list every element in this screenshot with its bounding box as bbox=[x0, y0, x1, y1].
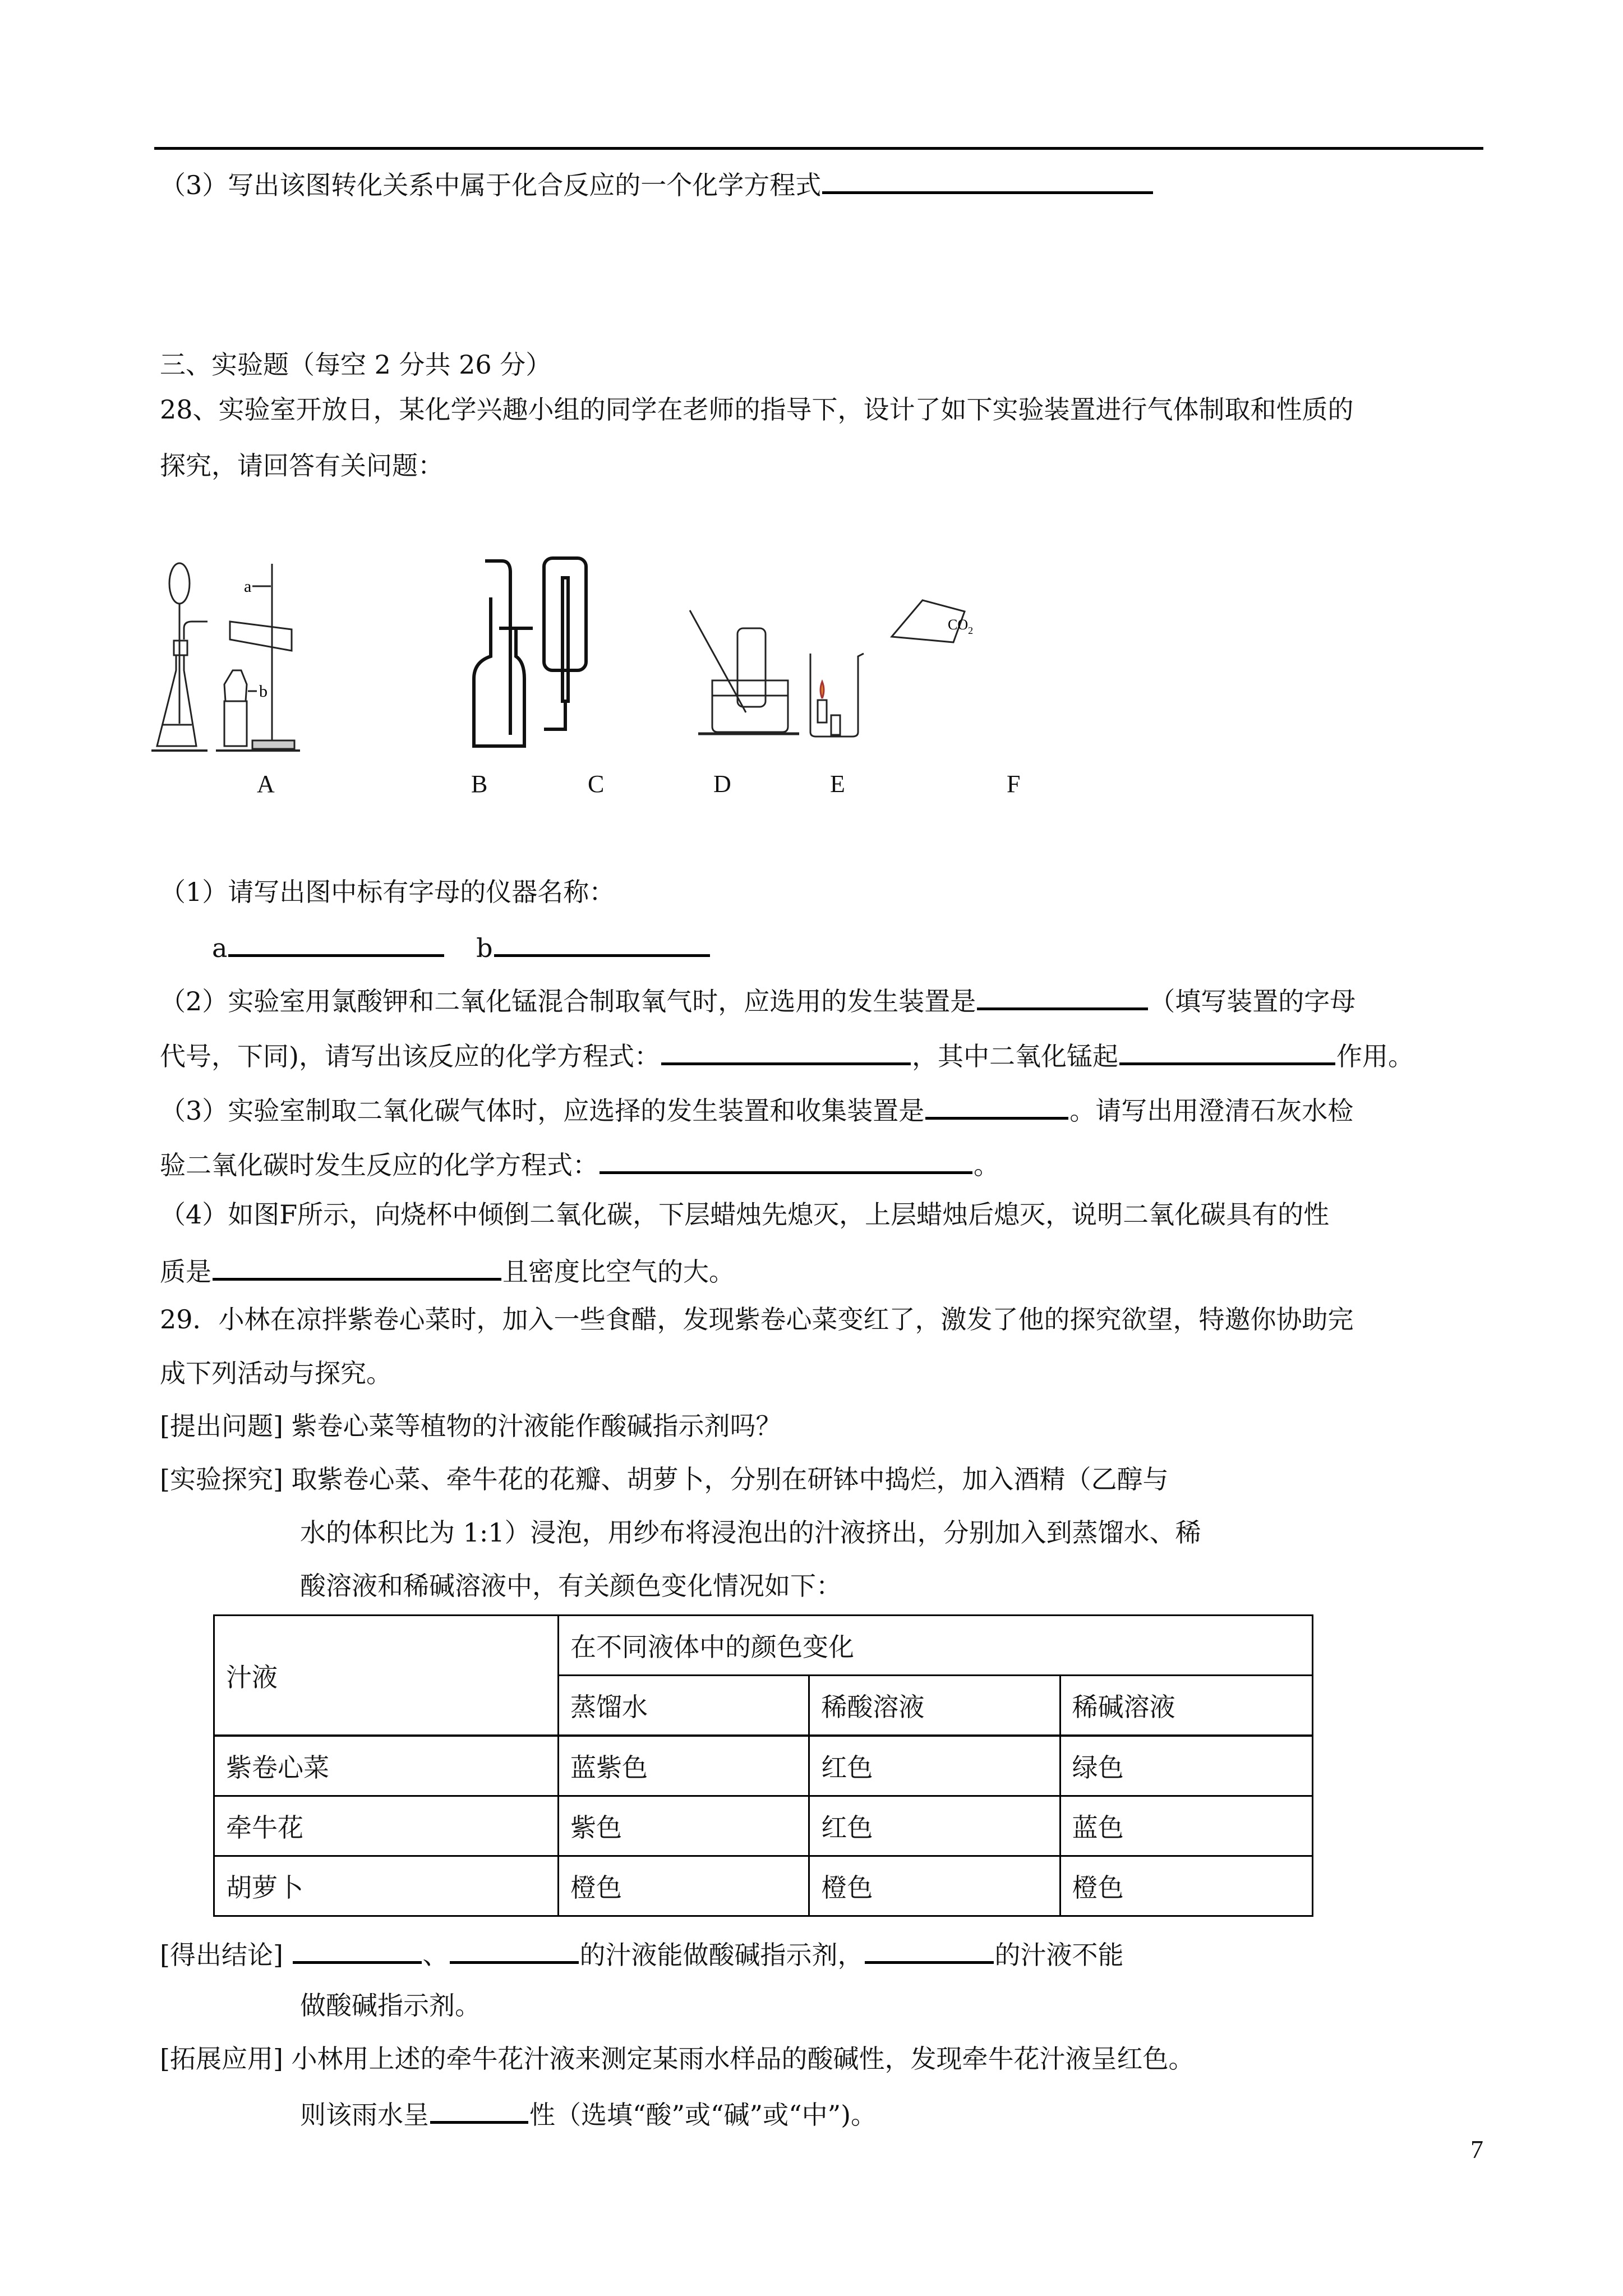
col-header: 稀碱溶液 bbox=[1060, 1676, 1312, 1736]
q28-part2-text-c: 代号，下同)，请写出该反应的化学方程式： bbox=[160, 1041, 660, 1071]
label-A: A bbox=[257, 770, 275, 798]
col-header: 蒸馏水 bbox=[559, 1676, 809, 1736]
header-color-change: 在不同液体中的颜色变化 bbox=[559, 1616, 1313, 1676]
label-a: a bbox=[212, 933, 228, 963]
blank-non-indicator[interactable] bbox=[865, 1935, 994, 1964]
q29-experiment-line1: [实验探究] 取紫卷心菜、牵牛花的花瓣、胡萝卜，分别在研钵中捣烂，加入酒精（乙醇与 bbox=[160, 1464, 1169, 1494]
apparatus-d-bottle bbox=[544, 558, 586, 729]
blank-property[interactable] bbox=[213, 1252, 501, 1281]
cell: 橙色 bbox=[1060, 1856, 1312, 1916]
q27-part3 bbox=[160, 165, 1154, 202]
apparatus-figure bbox=[151, 544, 1116, 769]
blank-role[interactable] bbox=[1119, 1037, 1335, 1065]
apparatus-e-trough bbox=[690, 610, 799, 734]
q28-part2-text-b: （填写装置的字母 bbox=[1149, 986, 1356, 1016]
q29-conclusion-line2: 做酸碱指示剂。 bbox=[300, 1990, 481, 2021]
page-number: 7 bbox=[1470, 2135, 1483, 2164]
q28-part1-blanks bbox=[212, 928, 711, 965]
q29-conclusion-line1 bbox=[160, 1935, 1124, 1972]
q28-part2-text-a: （2）实验室用氯酸钾和二氧化锰混合制取氧气时，应选用的发生装置是 bbox=[160, 986, 976, 1016]
blank-a[interactable] bbox=[228, 928, 444, 957]
label-F: F bbox=[1007, 770, 1021, 798]
q28-part2-text-d: ，其中二氧化锰起 bbox=[911, 1041, 1118, 1071]
apparatus-f-beaker bbox=[810, 600, 965, 737]
conclusion-sep: 、 bbox=[422, 1940, 449, 1970]
cell: 蓝色 bbox=[1060, 1796, 1312, 1856]
q29-question: [提出问题] 紫卷心菜等植物的汁液能作酸碱指示剂吗？ bbox=[160, 1411, 782, 1441]
answer-blank[interactable] bbox=[822, 165, 1153, 194]
q29-application-line2 bbox=[300, 2095, 877, 2132]
application-text-a: 则该雨水呈 bbox=[300, 2100, 429, 2130]
q28-intro-line2: 探究，请回答有关问题： bbox=[160, 450, 444, 481]
q28-part4-text-a: 质是 bbox=[160, 1257, 211, 1287]
conclusion-text-c: 的汁液不能 bbox=[994, 1940, 1124, 1970]
q28-part3-text-c: 验二氧化碳时发生反应的化学方程式： bbox=[160, 1150, 598, 1180]
color-change-table bbox=[213, 1614, 1313, 1917]
label-D: D bbox=[713, 770, 731, 798]
q29-application-line1: [拓展应用] 小林用上述的牵牛花汁液来测定某雨水样品的酸碱性，发现牵牛花汁液呈红色。 bbox=[160, 2044, 1195, 2074]
q29-intro-line1: 29．小林在凉拌紫卷心菜时，加入一些食醋，发现紫卷心菜变红了，激发了他的探究欲望，特邀你协助完 bbox=[160, 1304, 1354, 1335]
row-name: 紫卷心菜 bbox=[214, 1736, 559, 1796]
col-header: 稀酸溶液 bbox=[809, 1676, 1060, 1736]
blank-apparatus[interactable] bbox=[925, 1091, 1068, 1120]
q29-experiment-line3: 酸溶液和稀碱溶液中，有关颜色变化情况如下： bbox=[300, 1571, 842, 1601]
q28-part2-text-e: 作用。 bbox=[1336, 1041, 1414, 1071]
section-heading: 三、实验题（每空 2 分共 26 分） bbox=[160, 349, 552, 380]
cell: 紫色 bbox=[559, 1796, 809, 1856]
q27-part3-text: （3）写出该图转化关系中属于化合反应的一个化学方程式 bbox=[160, 170, 822, 200]
q28-part3-text-a: （3）实验室制取二氧化碳气体时，应选择的发生装置和收集装置是 bbox=[160, 1096, 925, 1126]
blank-indicator-1[interactable] bbox=[293, 1935, 422, 1964]
q28-intro-line1: 28、实验室开放日，某化学兴趣小组的同学在老师的指导下，设计了如下实验装置进行气体制取和性质的 bbox=[160, 394, 1354, 425]
cell: 橙色 bbox=[809, 1856, 1060, 1916]
cell: 橙色 bbox=[559, 1856, 809, 1916]
q28-part1: （1）请写出图中标有字母的仪器名称： bbox=[160, 877, 615, 907]
co2-label: $CO_2$ bbox=[948, 616, 974, 636]
q28-part3-line2 bbox=[160, 1145, 999, 1182]
q28-part2-line1 bbox=[160, 982, 1355, 1018]
cell: 红色 bbox=[809, 1796, 1060, 1856]
apparatus-c-bottle bbox=[474, 561, 533, 746]
blank-generator[interactable] bbox=[977, 982, 1148, 1010]
row-name: 牵牛花 bbox=[214, 1796, 559, 1856]
table-header-row bbox=[214, 1616, 1313, 1676]
label-E: E bbox=[830, 770, 845, 798]
conclusion-label: [得出结论] bbox=[160, 1940, 292, 1970]
conclusion-text-b: 的汁液能做酸碱指示剂， bbox=[579, 1940, 864, 1970]
callout-a: a bbox=[244, 577, 252, 596]
row-name: 胡萝卜 bbox=[214, 1856, 559, 1916]
blank-equation[interactable] bbox=[661, 1037, 911, 1065]
q28-part2-line2 bbox=[160, 1037, 1414, 1073]
q28-part3-text-d: 。 bbox=[974, 1150, 999, 1180]
label-B: B bbox=[471, 770, 488, 798]
q28-part3-line1 bbox=[160, 1091, 1353, 1128]
label-b: b bbox=[476, 933, 493, 963]
cell: 红色 bbox=[809, 1736, 1060, 1796]
q28-part4-line2 bbox=[160, 1252, 735, 1289]
apparatus-a-flask bbox=[151, 563, 208, 751]
table-row bbox=[214, 1736, 1313, 1796]
callout-b: b bbox=[259, 682, 268, 701]
apparatus-a-heating bbox=[216, 564, 300, 751]
q28-part3-text-b: 。请写出用澄清石灰水检 bbox=[1069, 1096, 1354, 1126]
q28-part4-text-b: 且密度比空气的大。 bbox=[502, 1257, 735, 1287]
blank-indicator-2[interactable] bbox=[450, 1935, 579, 1964]
q29-intro-line2: 成下列活动与探究。 bbox=[160, 1358, 392, 1388]
cell: 绿色 bbox=[1060, 1736, 1312, 1796]
blank-limewater-equation[interactable] bbox=[600, 1145, 972, 1174]
table-row bbox=[214, 1856, 1313, 1916]
header-rule bbox=[154, 147, 1483, 150]
cell: 蓝紫色 bbox=[559, 1736, 809, 1796]
application-text-b: 性（选填“酸”或“碱”或“中”)。 bbox=[529, 2100, 877, 2130]
label-C: C bbox=[588, 770, 605, 798]
q28-part4-line1: （4）如图F所示，向烧杯中倾倒二氧化碳，下层蜡烛先熄灭，上层蜡烛后熄灭，说明二氧化碳具有的性 bbox=[160, 1199, 1330, 1230]
blank-acidity[interactable] bbox=[430, 2095, 528, 2124]
table-row bbox=[214, 1796, 1313, 1856]
header-juice: 汁液 bbox=[214, 1616, 559, 1736]
blank-b[interactable] bbox=[494, 928, 710, 957]
q29-experiment-line2: 水的体积比为 1:1）浸泡，用纱布将浸泡出的汁液挤出，分别加入到蒸馏水、稀 bbox=[300, 1517, 1201, 1548]
